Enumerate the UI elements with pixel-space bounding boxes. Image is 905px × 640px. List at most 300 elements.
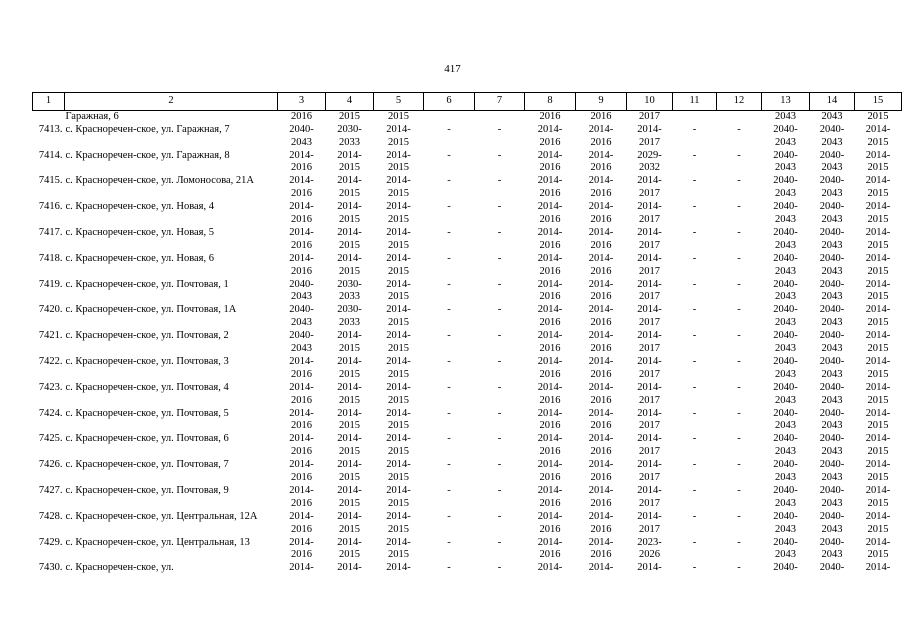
value-cell-col-6: - <box>447 381 451 393</box>
value-cell-col-9: 2014- 2016 <box>588 226 614 251</box>
table-row <box>33 150 902 176</box>
value-cell-col-3: 2014- 2016 <box>289 355 314 380</box>
value-cell-col-6: - <box>447 484 451 496</box>
address-cell: с. Красноречен-ское, ул. Центральная, 12А <box>65 510 258 522</box>
value-cell-col-8: 2016 <box>539 111 561 122</box>
value-cell-col-8: 2014- 2016 <box>537 510 563 535</box>
value-cell-col-14: 2040- 2043 <box>819 278 845 303</box>
value-cell-col-14: 2040- 2043 <box>819 175 845 200</box>
value-cell-col-8: 2014- 2016 <box>537 175 563 200</box>
table-row <box>33 356 902 382</box>
value-cell-col-15: 2014- 2015 <box>865 123 891 148</box>
address-cell: с. Красноречен-ское, ул. Новая, 6 <box>65 252 214 264</box>
value-cell-col-14: 2040- 2043 <box>819 433 845 458</box>
row-number-cell: 7420. <box>38 304 63 316</box>
row-number-cell: 7419. <box>38 278 63 290</box>
value-cell-col-11 <box>673 111 717 124</box>
value-cell-col-15: 2014- 2015 <box>865 484 891 509</box>
value-cell-col-13: 2040- 2043 <box>773 123 798 148</box>
value-cell-col-11: - <box>692 278 697 290</box>
value-cell-col-10: 2014- 2017 <box>637 304 662 329</box>
table-row-continuation <box>33 111 902 124</box>
value-cell-col-12 <box>717 111 762 124</box>
value-cell-col-3: 2040- 2043 <box>289 304 314 329</box>
value-cell-col-5: 2014- 2015 <box>386 201 411 225</box>
value-cell-col-7: - <box>497 330 502 342</box>
address-cell: с. Красноречен-ское, ул. Почтовая, 4 <box>65 381 229 393</box>
value-cell-col-9: 2014- 2016 <box>588 407 614 432</box>
value-cell-col-4: 2030- 2033 <box>337 304 362 329</box>
value-cell-col-10: 2014- 2017 <box>637 278 662 303</box>
value-cell-col-8: 2014- 2016 <box>537 355 563 380</box>
value-cell-col-13: 2040- 2043 <box>773 252 798 277</box>
value-cell-col-11: - <box>692 510 697 522</box>
value-cell-col-11: - <box>692 175 697 187</box>
value-cell-col-7: - <box>497 252 502 264</box>
value-cell-col-10: 2014- 2017 <box>637 330 662 354</box>
value-cell-col-6: - <box>447 123 451 135</box>
value-cell-col-4: 2030- 2033 <box>337 278 362 303</box>
column-header-1: 1 <box>33 93 65 111</box>
address-cell: с. Красноречен-ское, ул. Почтовая, 1А <box>65 304 237 316</box>
value-cell-col-9: 2014- 2016 <box>588 355 614 380</box>
row-number-cell <box>33 111 65 124</box>
value-cell-col-3: 2014- <box>289 562 314 574</box>
value-cell-col-5: 2014- 2015 <box>386 510 411 535</box>
value-cell-col-6: - <box>447 149 451 161</box>
value-cell-col-6: - <box>447 252 451 264</box>
value-cell-col-11: - <box>692 459 697 471</box>
value-cell-col-4: 2014- 2015 <box>337 252 362 277</box>
column-header-8: 8 <box>525 93 576 111</box>
page-number: 417 <box>444 63 461 75</box>
value-cell-col-10: 2023- 2026 <box>637 536 662 561</box>
address-cell: с. Красноречен-ское, ул. Центральная, 13 <box>65 536 250 548</box>
value-cell-col-10: 2014- 2017 <box>637 381 662 406</box>
value-cell-col-7: - <box>497 459 502 471</box>
value-cell-col-10: 2014- 2017 <box>637 123 662 148</box>
value-cell-col-15: 2014- 2015 <box>865 381 891 406</box>
column-header-6: 6 <box>424 93 475 111</box>
value-cell-col-5: 2014- 2015 <box>386 484 411 509</box>
value-cell-col-11: - <box>692 407 697 419</box>
value-cell-col-3: 2014- 2016 <box>289 226 314 251</box>
table-row <box>33 382 902 408</box>
value-cell-col-8: 2014- 2016 <box>537 536 563 561</box>
address-cell: с. Красноречен-ское, ул. Почтовая, 2 <box>65 330 229 342</box>
address-cell: с. Красноречен-ское, ул. Почтовая, 5 <box>65 407 229 419</box>
value-cell-col-5: 2014- 2015 <box>386 149 411 174</box>
value-cell-col-6: - <box>447 330 451 342</box>
value-cell-col-7: - <box>497 433 502 445</box>
value-cell-col-14: 2040- 2043 <box>819 459 845 483</box>
value-cell-col-6: - <box>447 226 451 238</box>
value-cell-col-12: - <box>737 536 741 548</box>
value-cell-col-11: - <box>692 252 697 264</box>
row-number-cell: 7429. <box>38 536 63 548</box>
value-cell-col-7: - <box>497 381 502 393</box>
value-cell-col-14: 2040- 2043 <box>819 304 845 329</box>
row-number-cell: 7415. <box>38 175 63 187</box>
value-cell-col-5: 2014- 2015 <box>386 123 411 148</box>
column-header-7: 7 <box>475 93 525 111</box>
table-row <box>33 433 902 459</box>
value-cell-col-15: 2014- 2015 <box>865 510 891 535</box>
value-cell-col-15: 2014- 2015 <box>865 536 891 561</box>
value-cell-col-8: 2014- 2016 <box>537 304 563 329</box>
value-cell-col-3: 2014- 2016 <box>289 536 314 561</box>
value-cell-col-9: 2014- 2016 <box>588 123 614 148</box>
value-cell-col-6: - <box>447 201 451 213</box>
table-row <box>33 201 902 227</box>
value-cell-col-7: - <box>497 278 502 290</box>
value-cell-col-13: 2040- <box>773 562 798 574</box>
value-cell-col-15: 2014- 2015 <box>865 252 891 277</box>
value-cell-col-7: - <box>497 226 502 238</box>
address-cell: с. Красноречен-ское, ул. Новая, 4 <box>65 201 214 213</box>
value-cell-col-12: - <box>737 278 741 290</box>
value-cell-col-15: 2014- 2015 <box>865 355 891 380</box>
column-header-2: 2 <box>65 93 278 111</box>
address-cell: с. Красноречен-ское, ул. Гаражная, 8 <box>65 149 230 161</box>
value-cell-col-12: - <box>737 226 741 238</box>
value-cell-col-13: 2040- 2043 <box>773 381 798 406</box>
value-cell-col-10: 2014- 2017 <box>637 226 662 251</box>
value-cell-col-7: - <box>497 123 502 135</box>
value-cell-col-13: 2040- 2043 <box>773 330 798 354</box>
table-row <box>33 537 902 563</box>
value-cell-col-7: - <box>497 562 502 574</box>
value-cell-col-8: 2014- 2016 <box>537 459 563 483</box>
value-cell-col-8: 2014- 2016 <box>537 484 563 509</box>
value-cell-col-3: 2040- 2043 <box>289 278 314 303</box>
value-cell-col-4: 2014- 2015 <box>337 175 362 200</box>
value-cell-col-10: 2014- 2017 <box>637 355 662 380</box>
value-cell-col-13: 2040- 2043 <box>773 149 798 174</box>
value-cell-col-3: 2014- 2016 <box>289 433 314 458</box>
table-row <box>33 330 902 356</box>
value-cell-col-4: 2015 <box>339 111 360 122</box>
value-cell-col-5: 2014- <box>386 562 411 574</box>
value-cell-col-13: 2040- 2043 <box>773 201 798 225</box>
value-cell-col-6: - <box>447 304 451 316</box>
value-cell-col-4: 2014- 2015 <box>337 433 362 458</box>
value-cell-col-9: 2014- 2016 <box>588 510 614 535</box>
value-cell-col-12: - <box>737 149 741 161</box>
value-cell-col-15: 2014- 2015 <box>865 433 891 458</box>
value-cell-col-14: 2040- 2043 <box>819 381 845 406</box>
address-cell: с. Красноречен-ское, ул. Гаражная, 7 <box>65 123 230 135</box>
value-cell-col-7: - <box>497 304 502 316</box>
value-cell-col-5: 2014- 2015 <box>386 433 411 458</box>
value-cell-col-14: 2040- 2043 <box>819 330 845 354</box>
value-cell-col-8: 2014- 2016 <box>537 330 563 354</box>
value-cell-col-3: 2014- 2016 <box>289 252 314 277</box>
column-header-10: 10 <box>627 93 673 111</box>
address-cell: с. Красноречен-ское, ул. Новая, 5 <box>65 226 214 238</box>
value-cell-col-13: 2040- 2043 <box>773 226 798 251</box>
table-row <box>33 279 902 305</box>
address-cell: с. Красноречен-ское, ул. Почтовая, 6 <box>65 433 229 445</box>
value-cell-col-13: 2040- 2043 <box>773 433 798 458</box>
value-cell-col-9: 2014- 2016 <box>588 484 614 509</box>
value-cell-col-5: 2014- 2015 <box>386 226 411 251</box>
value-cell-col-13: 2040- 2043 <box>773 304 798 329</box>
value-cell-col-7: - <box>497 536 502 548</box>
address-cell: с. Красноречен-ское, ул. Почтовая, 3 <box>65 355 229 367</box>
value-cell-col-9: 2014- 2016 <box>588 433 614 458</box>
value-cell-col-3: 2014- 2016 <box>289 175 314 200</box>
value-cell-col-3: 2014- 2016 <box>289 149 314 174</box>
row-number-cell: 7430. <box>38 562 63 574</box>
value-cell-col-9: 2014- 2016 <box>588 149 614 174</box>
table-row <box>33 175 902 201</box>
value-cell-col-11: - <box>692 304 697 316</box>
table-body <box>33 111 902 576</box>
value-cell-col-13: 2040- 2043 <box>773 536 798 561</box>
column-header-4: 4 <box>326 93 374 111</box>
value-cell-col-13: 2043 <box>775 111 796 122</box>
value-cell-col-11: - <box>692 433 697 445</box>
value-cell-col-6: - <box>447 510 451 522</box>
value-cell-col-8: 2014- <box>537 562 563 574</box>
value-cell-col-5: 2014- 2015 <box>386 459 411 483</box>
value-cell-col-12: - <box>737 252 741 264</box>
row-number-cell: 7416. <box>38 201 63 213</box>
row-number-cell: 7426. <box>38 459 63 471</box>
value-cell-col-12: - <box>737 459 741 471</box>
value-cell-col-4: 2014- 2015 <box>337 330 362 354</box>
value-cell-col-14: 2040- 2043 <box>819 201 845 225</box>
value-cell-col-11: - <box>692 149 697 161</box>
value-cell-col-14: 2040- 2043 <box>819 123 845 148</box>
value-cell-col-10: 2014- <box>637 562 662 574</box>
value-cell-col-10: 2014- 2017 <box>637 252 662 277</box>
value-cell-col-10: 2014- 2017 <box>637 433 662 458</box>
row-number-cell: 7417. <box>38 226 63 238</box>
column-header-5: 5 <box>374 93 424 111</box>
value-cell-col-5: 2014- 2015 <box>386 278 411 303</box>
value-cell-col-11: - <box>692 201 697 213</box>
value-cell-col-12: - <box>737 484 741 496</box>
value-cell-col-5: 2014- 2015 <box>386 175 411 200</box>
value-cell-col-4: 2014- 2015 <box>337 484 362 509</box>
table-row <box>33 511 902 537</box>
value-cell-col-9: 2014- 2016 <box>588 278 614 303</box>
value-cell-col-9: 2016 <box>590 111 612 122</box>
value-cell-col-10: 2017 <box>639 111 660 122</box>
table-row <box>33 124 902 150</box>
value-cell-col-15: 2014- 2015 <box>865 175 891 200</box>
row-number-cell: 7423. <box>38 381 63 393</box>
value-cell-col-9: 2014- <box>588 562 614 574</box>
value-cell-col-8: 2014- 2016 <box>537 433 563 458</box>
column-header-11: 11 <box>673 93 717 111</box>
row-number-cell: 7424. <box>38 407 63 419</box>
address-cell: Гаражная, 6 <box>65 111 119 122</box>
value-cell-col-9: 2014- 2016 <box>588 304 614 329</box>
value-cell-col-7: - <box>497 407 502 419</box>
header-row <box>33 93 902 111</box>
value-cell-col-11: - <box>692 536 697 548</box>
value-cell-col-13: 2040- 2043 <box>773 278 798 303</box>
value-cell-col-7: - <box>497 149 502 161</box>
value-cell-col-12: - <box>737 201 741 213</box>
value-cell-col-5: 2014- 2015 <box>386 355 411 380</box>
value-cell-col-6: - <box>447 562 451 574</box>
value-cell-col-9: 2014- 2016 <box>588 201 614 225</box>
value-cell-col-11: - <box>692 484 697 496</box>
value-cell-col-13: 2040- 2043 <box>773 355 798 380</box>
value-cell-col-11: - <box>692 123 697 135</box>
value-cell-col-14: 2040- 2043 <box>819 149 845 174</box>
value-cell-col-7: - <box>497 484 502 496</box>
column-header-14: 14 <box>810 93 855 111</box>
value-cell-col-12: - <box>737 381 741 393</box>
row-number-cell: 7418. <box>38 252 63 264</box>
value-cell-col-11: - <box>692 562 697 574</box>
value-cell-col-6: - <box>447 175 451 187</box>
value-cell-col-4: 2014- 2015 <box>337 226 362 251</box>
value-cell-col-7: - <box>497 201 502 213</box>
value-cell-col-7: - <box>497 510 502 522</box>
table-row <box>33 408 902 434</box>
value-cell-col-4: 2030- 2033 <box>337 123 362 148</box>
value-cell-col-4: 2014- 2015 <box>337 355 362 380</box>
column-header-9: 9 <box>576 93 627 111</box>
table-row <box>33 227 902 253</box>
value-cell-col-6: - <box>447 536 451 548</box>
value-cell-col-13: 2040- 2043 <box>773 510 798 535</box>
value-cell-col-6: - <box>447 278 451 290</box>
value-cell-col-7 <box>475 111 525 124</box>
value-cell-col-9: 2014- 2016 <box>588 381 614 406</box>
value-cell-col-3: 2040- 2043 <box>289 330 314 354</box>
value-cell-col-4: 2014- 2015 <box>337 536 362 561</box>
value-cell-col-12: - <box>737 407 741 419</box>
value-cell-col-3: 2014- 2016 <box>289 459 314 483</box>
address-cell: с. Красноречен-ское, ул. <box>65 562 174 574</box>
value-cell-col-13: 2040- 2043 <box>773 459 798 483</box>
value-cell-col-14: 2043 <box>821 111 843 122</box>
value-cell-col-15: 2014- 2015 <box>865 278 891 303</box>
value-cell-col-3: 2014- 2016 <box>289 484 314 509</box>
registry-table <box>32 92 902 575</box>
value-cell-col-8: 2014- 2016 <box>537 407 563 432</box>
value-cell-col-15: 2014- 2015 <box>865 304 891 329</box>
row-number-cell: 7414. <box>38 149 63 161</box>
value-cell-col-10: 2014- 2017 <box>637 484 662 509</box>
value-cell-col-3: 2014- 2016 <box>289 381 314 406</box>
value-cell-col-11: - <box>692 226 697 238</box>
value-cell-col-14: 2040- <box>819 562 845 574</box>
value-cell-col-13: 2040- 2043 <box>773 407 798 432</box>
value-cell-col-6: - <box>447 433 451 445</box>
column-header-15: 15 <box>855 93 902 111</box>
value-cell-col-15: 2014- 2015 <box>865 226 891 251</box>
column-header-3: 3 <box>278 93 326 111</box>
value-cell-col-4: 2014- 2015 <box>337 407 362 432</box>
value-cell-col-9: 2014- 2016 <box>588 459 614 483</box>
value-cell-col-15: 2014- <box>865 562 891 574</box>
value-cell-col-3: 2014- 2016 <box>289 201 314 225</box>
value-cell-col-12: - <box>737 355 741 367</box>
value-cell-col-15: 2014- 2015 <box>865 459 891 483</box>
value-cell-col-8: 2014- 2016 <box>537 278 563 303</box>
value-cell-col-10: 2014- 2017 <box>637 407 662 432</box>
value-cell-col-11: - <box>692 355 697 367</box>
value-cell-col-4: 2014- 2015 <box>337 149 362 174</box>
value-cell-col-9: 2014- 2016 <box>588 175 614 200</box>
value-cell-col-4: 2014- 2015 <box>337 459 362 483</box>
value-cell-col-8: 2014- 2016 <box>537 381 563 406</box>
row-number-cell: 7413. <box>38 123 63 135</box>
address-cell: с. Красноречен-ское, ул. Ломоносова, 21А <box>65 175 255 187</box>
value-cell-col-4: 2014- 2015 <box>337 510 362 535</box>
address-cell: с. Красноречен-ское, ул. Почтовая, 7 <box>65 459 229 471</box>
value-cell-col-10: 2014- 2017 <box>637 459 662 483</box>
value-cell-col-9: 2014- 2016 <box>588 536 614 561</box>
value-cell-col-3: 2016 <box>291 111 312 122</box>
table-row <box>33 253 902 279</box>
address-cell: с. Красноречен-ское, ул. Почтовая, 1 <box>65 278 229 290</box>
value-cell-col-12: - <box>737 304 741 316</box>
row-number-cell: 7427. <box>38 484 63 496</box>
table-row <box>33 304 902 330</box>
value-cell-col-6: - <box>447 355 451 367</box>
value-cell-col-7: - <box>497 355 502 367</box>
value-cell-col-8: 2014- 2016 <box>537 252 563 277</box>
value-cell-col-14: 2040- 2043 <box>819 484 845 509</box>
value-cell-col-12: - <box>737 330 741 342</box>
value-cell-col-7: - <box>497 175 502 187</box>
value-cell-col-15: 2015 <box>867 111 889 122</box>
value-cell-col-12: - <box>737 510 741 522</box>
value-cell-col-8: 2014- 2016 <box>537 226 563 251</box>
value-cell-col-10: 2014- 2017 <box>637 510 662 535</box>
value-cell-col-12: - <box>737 175 741 187</box>
value-cell-col-10: 2014- 2017 <box>637 201 662 225</box>
value-cell-col-5: 2015 <box>388 111 409 122</box>
value-cell-col-15: 2014- 2015 <box>865 330 891 354</box>
value-cell-col-9: 2014- 2016 <box>588 330 614 354</box>
value-cell-col-14: 2040- 2043 <box>819 252 845 277</box>
value-cell-col-12: - <box>737 123 741 135</box>
value-cell-col-14: 2040- 2043 <box>819 226 845 251</box>
value-cell-col-6: - <box>447 459 451 471</box>
value-cell-col-5: 2014- 2015 <box>386 304 411 329</box>
value-cell-col-10: 2029- 2032 <box>637 149 662 174</box>
value-cell-col-14: 2040- 2043 <box>819 510 845 535</box>
value-cell-col-8: 2014- 2016 <box>537 201 563 225</box>
value-cell-col-13: 2040- 2043 <box>773 484 798 509</box>
value-cell-col-5: 2014- 2015 <box>386 252 411 277</box>
value-cell-col-14: 2040- 2043 <box>819 407 845 432</box>
value-cell-col-10: 2014- 2017 <box>637 175 662 200</box>
value-cell-col-13: 2040- 2043 <box>773 175 798 200</box>
value-cell-col-5: 2014- 2015 <box>386 330 411 354</box>
table-row-last <box>33 562 902 575</box>
value-cell-col-15: 2014- 2015 <box>865 407 891 432</box>
value-cell-col-4: 2014- <box>337 562 362 574</box>
value-cell-col-8: 2014- 2016 <box>537 149 563 174</box>
table-row <box>33 459 902 485</box>
value-cell-col-6: - <box>447 407 451 419</box>
value-cell-col-5: 2014- 2015 <box>386 381 411 406</box>
column-header-13: 13 <box>762 93 810 111</box>
value-cell-col-14: 2040- 2043 <box>819 355 845 380</box>
value-cell-col-15: 2014- 2015 <box>865 201 891 225</box>
